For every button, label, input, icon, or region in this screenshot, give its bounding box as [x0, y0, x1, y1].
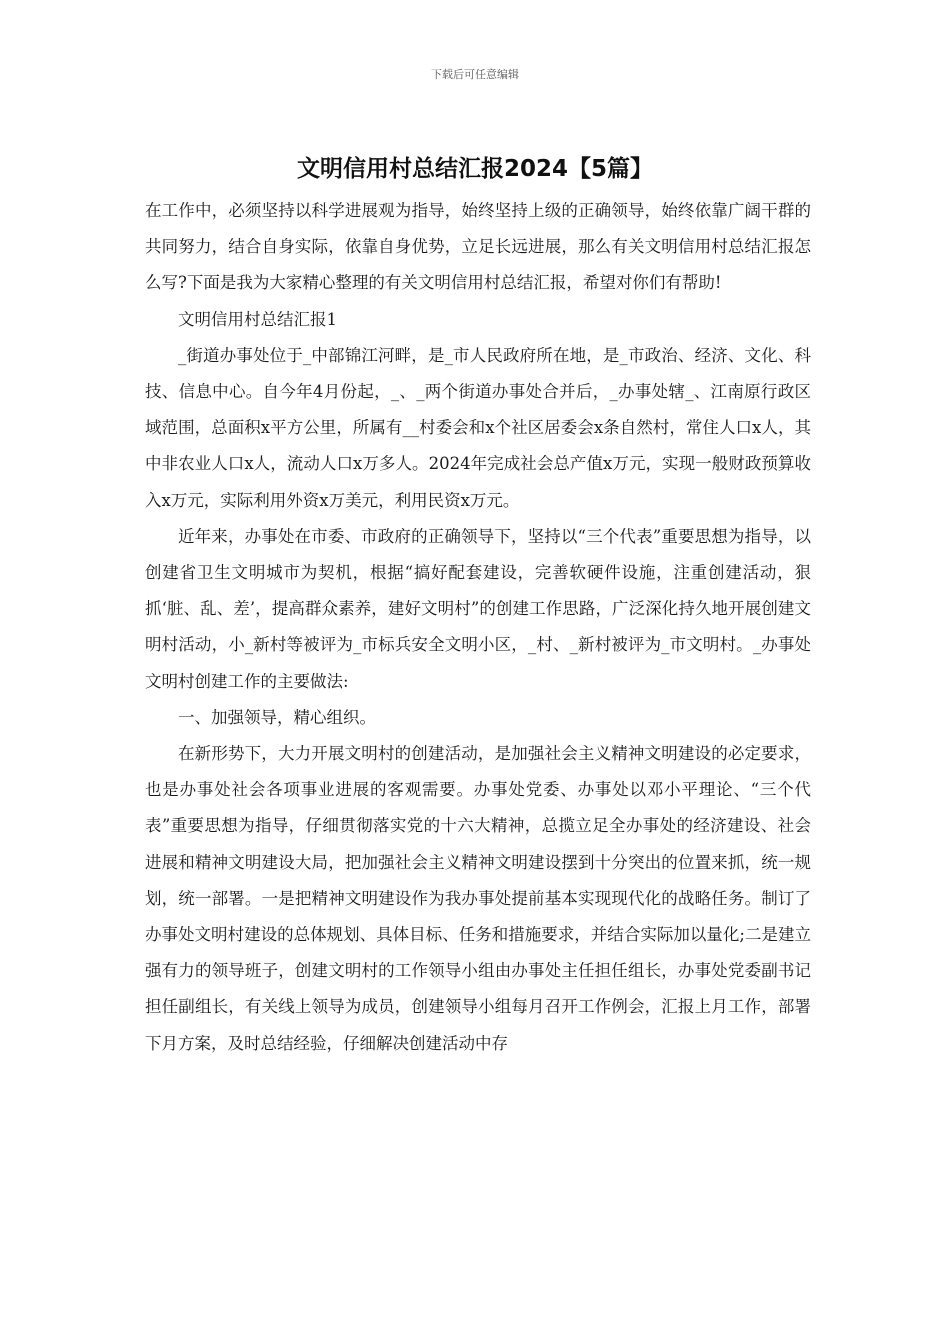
paragraph-leadership: 在新形势下，大力开展文明村的创建活动，是加强社会主义精神文明建设的必定要求，也是办事处社会各项事业进展的客观需要。办事处党委、办事处以邓小平理论、“三个代表”重要思想为指导，仔细贯彻落实党的十六大精神，总揽立足全办事处的经济建设、社会进展和精神文明建设大局，把加强社会主义精神文明建设摆到十分突出的位置来抓，统一规划，统一部署。一是把精神文明建设作为我办事处提前基本实现现代化的战略任务。制订了办事处文明村建设的总体规划、具体目标、任务和措施要求，并结合实际加以量化;二是建立强有力的领导班子，创建文明村的工作领导小组由办事处主任担任组长，办事处党委副书记担任副组长，有关线上领导为成员，创建领导小组每月召开工作例会，汇报上月工作，部署下月方案，及时总结经验，仔细解决创建活动中存 — [145, 744, 811, 1053]
document-body — [145, 193, 811, 1062]
paragraph-recent-years: 近年来，办事处在市委、市政府的正确领导下，坚持以“三个代表”重要思想为指导，以创建省卫生文明城市为契机，根据“搞好配套建设，完善软硬件设施，注重创建活动，狠抓‘脏、乱、差’，提高群众素养，建好文明村”的创建工作思路，广泛深化持久地开展创建文明村活动，小_新村等被评为_市标兵安全文明小区，_村、_新村被评为_市文明村。_办事处文明村创建工作的主要做法: — [145, 526, 811, 691]
paragraph-overview: _街道办事处位于_中部锦江河畔，是_市人民政府所在地，是_市政治、经济、文化、科技、信息中心。自今年4月份起，_、_两个街道办事处合并后，_办事处辖_、江南原行政区域范围，总面积x平方公里，所属有__村委会和x个社区居委会x条自然村，常住人口x人，其中非农业人口x人，流动人口x万多人。2024年完成社会总产值x万元，实现一般财政预算收入x万元，实际利用外资x万美元，利用民资x万元。 — [145, 345, 811, 510]
subheading-leadership: 一、加强领导，精心组织。 — [178, 707, 376, 727]
paragraph-intro: 在工作中，必须坚持以科学进展观为指导，始终坚持上级的正确领导，始终依靠广阔干群的共同努力，结合自身实际，依靠自身优势，立足长远进展，那么有关文明信用村总结汇报怎么写?下面是我为大家精心整理的有关文明信用村总结汇报，希望对你们有帮助! — [145, 201, 811, 293]
document-title: 文明信用村总结汇报2024【5篇】 — [296, 156, 654, 182]
header-note: 下载后可任意编辑 — [431, 68, 519, 81]
section-heading-1: 文明信用村总结汇报1 — [178, 309, 337, 329]
